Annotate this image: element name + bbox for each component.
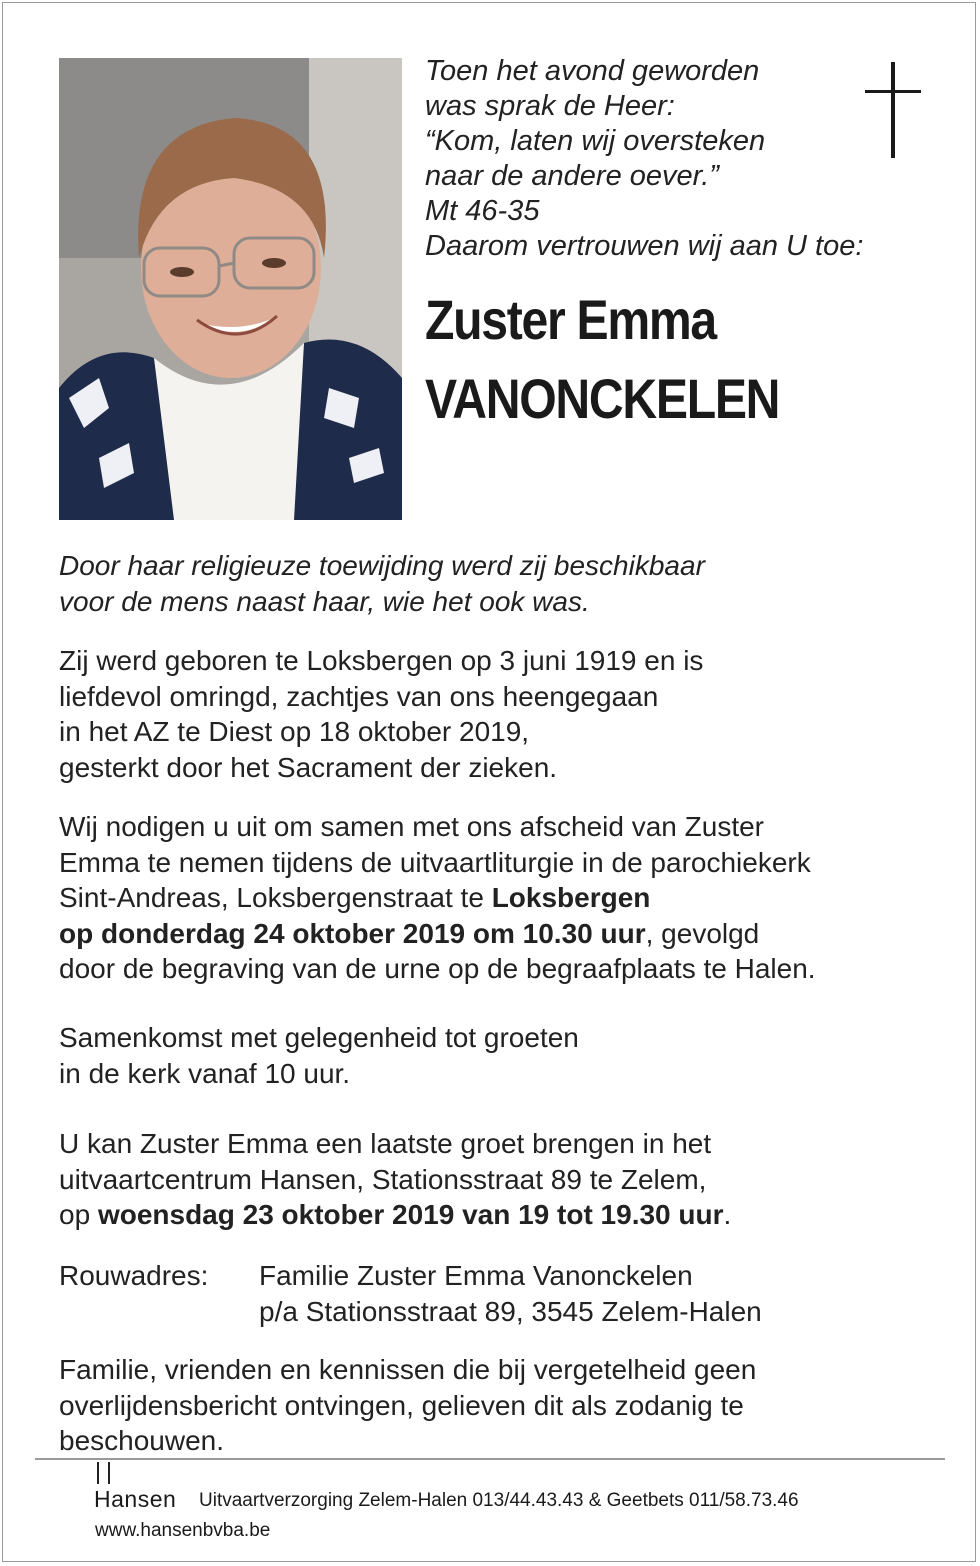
- line-text: .: [723, 1199, 732, 1230]
- paragraph-line: in de kerk vanaf 10 uur.: [59, 1057, 351, 1089]
- paragraph-line: overlijdensbericht ontvingen, gelieven dit als zodanig te: [59, 1389, 744, 1421]
- paragraph-line: liefdevol omringd, zachtjes van ons heengegaan: [59, 680, 659, 712]
- line-text: op: [59, 1199, 98, 1230]
- funeral-location: Loksbergen: [491, 882, 651, 913]
- address-label: Rouwadres:: [59, 1260, 209, 1291]
- birth-death-paragraph: [59, 643, 939, 785]
- paragraph-line: uitvaartcentrum Hansen, Stationsstraat 89 te Zelem,: [59, 1163, 707, 1195]
- gathering-paragraph: [59, 1020, 939, 1091]
- paragraph-line: Wij nodigen u uit om samen met ons afscheid van Zuster: [59, 811, 765, 842]
- funeral-paragraph: [59, 809, 939, 987]
- line-text: Sint-Andreas, Loksbergenstraat te: [59, 882, 492, 913]
- line-text: , gevolgd: [645, 917, 760, 949]
- paragraph-line: gesterkt door het Sacrament der zieken.: [59, 751, 558, 783]
- visit-paragraph: [59, 1126, 939, 1233]
- notice-paragraph: [59, 1352, 939, 1459]
- website-link[interactable]: www.hansenbvba.be: [95, 1520, 271, 1541]
- paragraph-line: beschouwen.: [59, 1425, 225, 1456]
- mourning-address: [259, 1258, 762, 1329]
- bible-verse: [425, 54, 895, 264]
- paragraph-line: door de begraving van de urne op de begraafplaats te Halen.: [59, 953, 816, 984]
- deceased-last-name: VANONCKELEN: [425, 367, 780, 430]
- verse-line: “Kom, laten wij oversteken: [425, 125, 766, 157]
- tribute-text: [59, 548, 939, 619]
- paragraph-line: [59, 880, 939, 916]
- paragraph-line: [59, 1197, 939, 1233]
- paragraph-line: Emma te nemen tijdens de uitvaartliturgie in de parochiekerk: [59, 846, 811, 878]
- hansen-logo: [94, 1462, 184, 1518]
- verse-line: naar de andere oever.”: [425, 160, 719, 192]
- paragraph-line: Zij werd geboren te Loksbergen op 3 juni 1919 en is: [59, 645, 704, 676]
- logo-text: Hansen: [94, 1486, 177, 1512]
- address-line: p/a Stationsstraat 89, 3545 Zelem-Halen: [259, 1295, 762, 1327]
- verse-line: Daarom vertrouwen wij aan U toe:: [425, 230, 864, 262]
- verse-line: was sprak de Heer:: [425, 90, 675, 122]
- paragraph-line: in het AZ te Diest op 18 oktober 2019,: [59, 716, 530, 747]
- paragraph-line: [59, 916, 939, 952]
- paragraph-line: U kan Zuster Emma een laatste groet brengen in het: [59, 1128, 712, 1159]
- visit-date-time: woensdag 23 oktober 2019 van 19 tot 19.30 uur: [97, 1199, 724, 1230]
- verse-line: Toen het avond geworden: [425, 55, 760, 87]
- funeral-home-info: Uitvaartverzorging Zelem-Halen 013/44.43.43 & Geetbets 011/58.73.46: [199, 1490, 799, 1511]
- paragraph-line: Familie, vrienden en kennissen die bij vergetelheid geen: [59, 1354, 757, 1385]
- portrait-photo: [59, 58, 402, 520]
- tribute-line: Door haar religieuze toewijding werd zij beschikbaar: [59, 550, 705, 581]
- footer-divider: [35, 1458, 945, 1460]
- address-line: Familie Zuster Emma Vanonckelen: [259, 1260, 693, 1291]
- deceased-first-name: Zuster Emma: [425, 288, 716, 351]
- paragraph-line: Samenkomst met gelegenheid tot groeten: [59, 1022, 579, 1053]
- tribute-line: voor de mens naast haar, wie het ook was.: [59, 585, 590, 617]
- verse-reference: Mt 46-35: [425, 195, 540, 227]
- funeral-date-time: op donderdag 24 oktober 2019 om 10.30 uur: [59, 917, 646, 949]
